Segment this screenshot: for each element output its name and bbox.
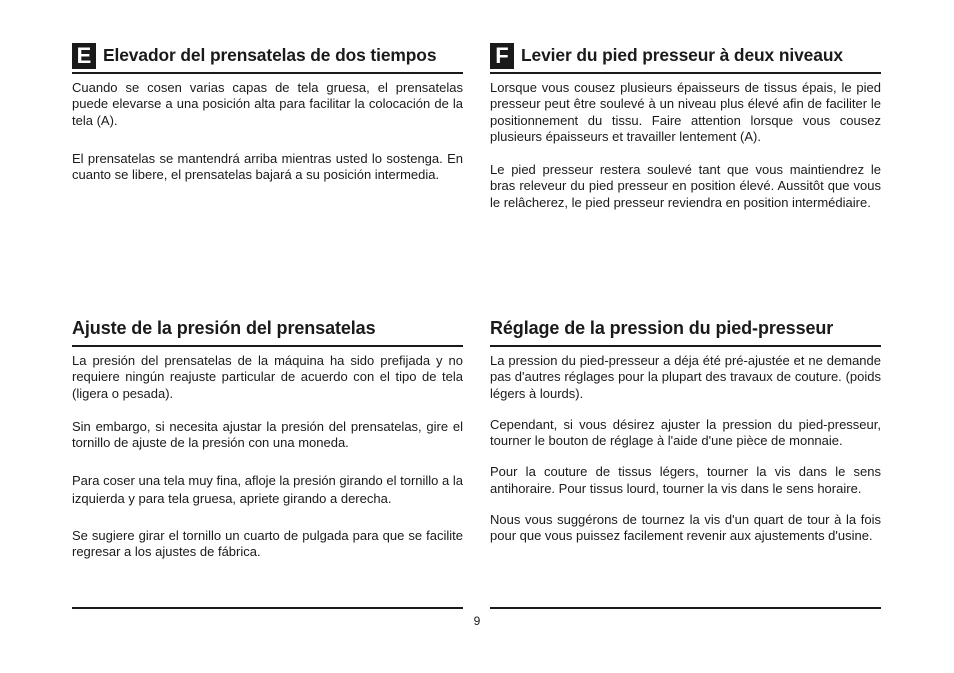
fr-pressure-title: Réglage de la pression du pied-presseur bbox=[490, 318, 834, 338]
fr-lifter-para-2: Le pied presseur restera soulevé tant que vous maintiendrez le bras releveur du pied presseur en position élevé. Aussitôt que vous le relâcherez, le pied presseur reviendra en position intermédiaire. bbox=[490, 162, 881, 210]
fr-lifter-heading bbox=[490, 42, 881, 74]
fr-pressure-heading bbox=[490, 315, 881, 347]
es-pressure-title: Ajuste de la presión del prensatelas bbox=[72, 318, 376, 338]
fr-pressure-para-1: La pression du pied-presseur a déja été pré-ajustée et ne demande pas d'autres réglages pour la plupart des travaux de couture. (poids légers à lourds). bbox=[490, 353, 881, 401]
es-pressure-para-3: Para coser una tela muy fina, afloje la presión girando el tornillo a la izquierda y para tela gruesa, apriete girando a derecha. bbox=[72, 473, 463, 506]
footer-rule-left bbox=[72, 607, 463, 609]
es-section-lifter bbox=[72, 42, 463, 183]
fr-pressure-para-2: Cependant, si vous désirez ajuster la pression du pied-presseur, tourner le bouton de réglage à l'aide d'une pièce de monnaie. bbox=[490, 416, 881, 449]
es-pressure-para-1: La presión del prensatelas de la máquina ha sido prefijada y no requiere ningún reajuste particular de acuerdo con el tipo de tela (ligera o pesada). bbox=[72, 353, 463, 401]
es-pressure-para-2: Sin embargo, si necesita ajustar la presión del prensatelas, gire el tornillo de ajuste de la presión con una moneda. bbox=[72, 418, 463, 451]
es-pressure-heading bbox=[72, 315, 463, 347]
es-section-badge: E bbox=[72, 43, 96, 69]
fr-pressure-para-4: Nous vous suggérons de tournez la vis d'un quart de tour à la fois pour que vous puissez facilement revenir aux ajustements d'usine. bbox=[490, 512, 881, 544]
fr-section-pressure bbox=[490, 315, 881, 545]
fr-lifter-title: Levier du pied presseur à deux niveaux bbox=[521, 45, 843, 65]
page-number: 9 bbox=[473, 614, 481, 628]
fr-section-lifter bbox=[490, 42, 881, 211]
fr-pressure-para-3: Pour la couture de tissus légers, tourner la vis dans le sens antihoraire. Pour tissus lourd, tourner la vis dans le sens horaire. bbox=[490, 464, 881, 496]
es-lifter-heading bbox=[72, 42, 463, 74]
es-section-pressure bbox=[72, 315, 463, 560]
fr-lifter-para-1: Lorsque vous cousez plusieurs épaisseurs de tissus épais, le pied presseur peut être soulevé à un niveau plus élevé afin de faciliter le positionnement du tissu. Faire attention lorsque vous cousez plusieurs épaisseurs et travailler lentement (A). bbox=[490, 80, 881, 144]
es-lifter-title: Elevador del prensatelas de dos tiempos bbox=[103, 45, 437, 65]
es-lifter-para-1: Cuando se cosen varias capas de tela gruesa, el prensatelas puede elevarse a una posición alta para facilitar la colocación de la tela (A). bbox=[72, 80, 463, 128]
es-lifter-para-2: El prensatelas se mantendrá arriba mientras usted lo sostenga. En cuanto se libere, el prensatelas bajará a su posición intermedia. bbox=[72, 150, 463, 183]
fr-section-badge: F bbox=[490, 43, 514, 69]
es-pressure-para-4: Se sugiere girar el tornillo un cuarto de pulgada para que se facilite regresar a los ajustes de fábrica. bbox=[72, 527, 463, 560]
footer-rule-right bbox=[490, 607, 881, 609]
